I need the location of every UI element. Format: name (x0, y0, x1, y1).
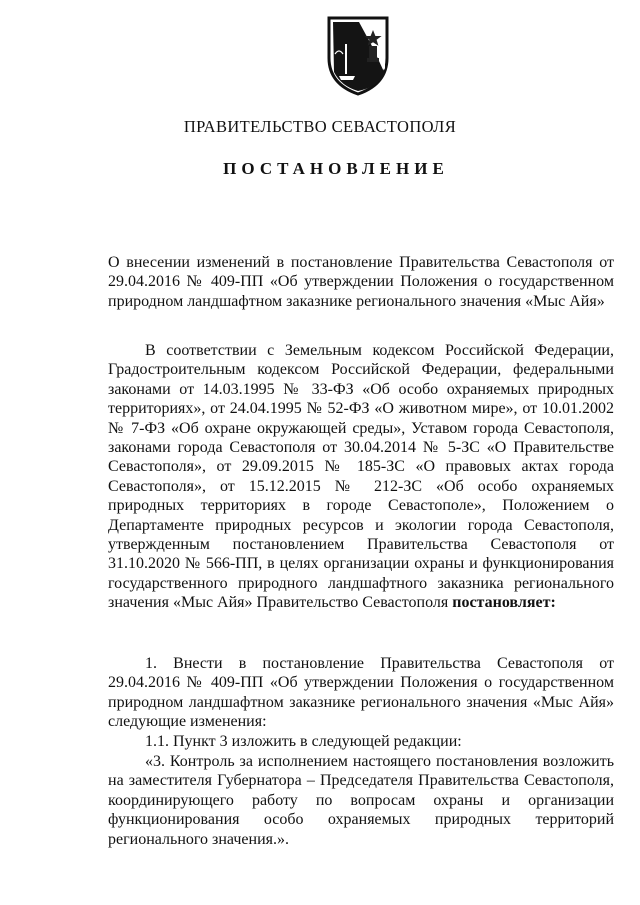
clause-1: 1. Внести в постановление Правительства Севастополя от 29.04.2016 № 409-ПП «Об утверждении Положения о государственном природном ландшафтном заказнике регионального значения «Мыс Айя» следующие изменения: (108, 655, 614, 731)
document-subject: О внесении изменений в постановление Правительства Севастополя от 29.04.2016 № 409-ПП «Об утверждении Положения о государственном природном ландшафтном заказнике регионального значения «Мыс Айя» (108, 254, 614, 310)
preamble-text: В соответствии с Земельным кодексом Российской Федерации, Градостроительным кодексом Российской Федерации, федеральными законами от 14.03.1995 № 33-ФЗ «Об особо охраняемых природных территориях», от 24.04.1995 № 52-ФЗ «О животном мире», от 10.01.2002 № 7-ФЗ «Об охране окружающей среды», Уставом города Севастополя, законами города Севастополя от 30.04.2014 № 5-ЗС «О Правительстве Севастополя», от 29.09.2015 № 185-ЗС «О правовых актах города Севастополя», от 15.12.2015 № 212-ЗС «Об особо охраняемых природных территориях в городе Севастополе», Положением о Департаменте природных ресурсов и экологии города Севастополя, утвержденным постановлением Правительства Севастополя от 31.10.2020 № 566-ПП, в целях организации охраны и функционирования государственного природного ландшафтного заказника регионального значения «Мыс Айя» Правительство Севастополя (108, 342, 614, 612)
organization-name: ПРАВИТЕЛЬСТВО СЕВАСТОПОЛЯ (183, 117, 457, 136)
preamble-paragraph (108, 341, 614, 613)
clause-1-1-text: «3. Контроль за исполнением настоящего постановления возложить на заместителя Губернатора – Председателя Правительства Севастополя, координирующего работу по вопросам охраны и организации функционирования особо охраняемых природных территорий регионального значения.». (108, 753, 614, 848)
sevastopol-coat-of-arms-icon (325, 14, 391, 98)
resolves-keyword: постановляет: (452, 594, 556, 612)
clause-1-1: 1.1. Пункт 3 изложить в следующей редакции: (145, 733, 462, 750)
document-type-title: ПОСТАНОВЛЕНИЕ (223, 159, 449, 178)
